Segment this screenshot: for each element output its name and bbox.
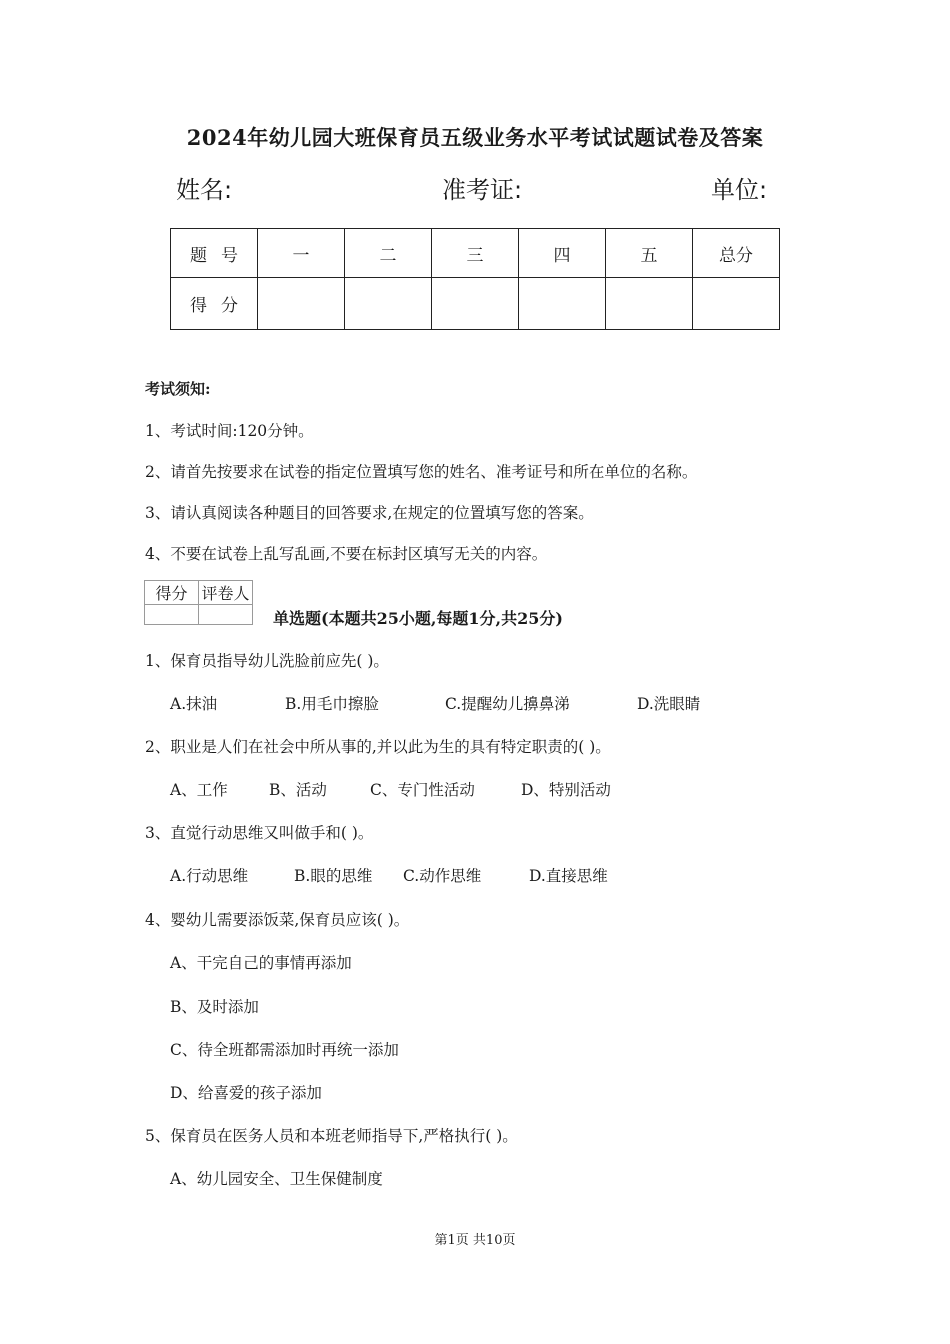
notice-item: 3、请认真阅读各种题目的回答要求,在规定的位置填写您的答案。 (145, 504, 594, 522)
notice-heading: 考试须知: (145, 380, 211, 398)
section-column-header: 二 (345, 229, 432, 278)
page-footer: 第1页 共10页 (434, 1233, 516, 1248)
grader-score-label: 得分 (145, 581, 199, 605)
answer-option: B.眼的思维 (294, 867, 373, 885)
score-cell (519, 278, 606, 330)
answer-option: B、活动 (269, 781, 327, 799)
score-table (170, 228, 780, 330)
section-column-header: 一 (258, 229, 345, 278)
notice-item: 4、不要在试卷上乱写乱画,不要在标封区填写无关的内容。 (145, 545, 548, 563)
score-row-header: 得分 (171, 278, 258, 330)
question-stem: 3、直觉行动思维又叫做手和( )。 (145, 824, 374, 842)
score-cell (258, 278, 345, 330)
grader-name-label: 评卷人 (199, 581, 253, 605)
score-table-score-row (171, 278, 780, 330)
answer-option: C.提醒幼儿擤鼻涕 (445, 695, 570, 713)
answer-option: A.行动思维 (170, 867, 249, 885)
section-title: 单选题(本题共25小题,每题1分,共25分) (273, 609, 563, 628)
answer-option: C.动作思维 (403, 867, 482, 885)
name-field-label: 姓名: (176, 176, 233, 204)
answer-option: C、待全班都需添加时再统一添加 (170, 1041, 399, 1059)
question-number-header: 题号 (171, 229, 258, 278)
grader-table (144, 580, 253, 625)
section-column-header: 五 (606, 229, 693, 278)
document-title: 2024年幼儿园大班保育员五级业务水平考试试题试卷及答案 (186, 125, 764, 150)
question-stem: 4、婴幼儿需要添饭菜,保育员应该( )。 (145, 911, 410, 929)
answer-option: B、及时添加 (170, 998, 259, 1016)
answer-option: B.用毛巾擦脸 (285, 695, 379, 713)
total-column-header: 总分 (693, 229, 780, 278)
question-stem: 5、保育员在医务人员和本班老师指导下,严格执行( )。 (145, 1127, 518, 1145)
score-table-header-row (171, 229, 780, 278)
question-stem: 1、保育员指导幼儿洗脸前应先( )。 (145, 652, 389, 670)
unit-field-label: 单位: (711, 176, 768, 204)
section-column-header: 三 (432, 229, 519, 278)
answer-option: A.抹油 (170, 695, 218, 713)
answer-option: D.洗眼睛 (637, 695, 701, 713)
answer-option: C、专门性活动 (370, 781, 475, 799)
question-stem: 2、职业是人们在社会中所从事的,并以此为生的具有特定职责的( )。 (145, 738, 611, 756)
grader-name-cell (199, 605, 253, 625)
grader-score-cell (145, 605, 199, 625)
answer-option: A、幼儿园安全、卫生保健制度 (170, 1170, 383, 1188)
section-column-header: 四 (519, 229, 606, 278)
answer-option: A、干完自己的事情再添加 (170, 954, 352, 972)
notice-item: 1、考试时间:120分钟。 (145, 422, 314, 440)
answer-option: A、工作 (170, 781, 228, 799)
answer-option: D、特别活动 (521, 781, 611, 799)
notice-item: 2、请首先按要求在试卷的指定位置填写您的姓名、准考证号和所在单位的名称。 (145, 463, 698, 481)
total-score-cell (693, 278, 780, 330)
score-cell (606, 278, 693, 330)
score-cell (345, 278, 432, 330)
score-cell (432, 278, 519, 330)
answer-option: D.直接思维 (529, 867, 608, 885)
exam-number-field-label: 准考证: (442, 176, 523, 204)
answer-option: D、给喜爱的孩子添加 (170, 1084, 322, 1102)
